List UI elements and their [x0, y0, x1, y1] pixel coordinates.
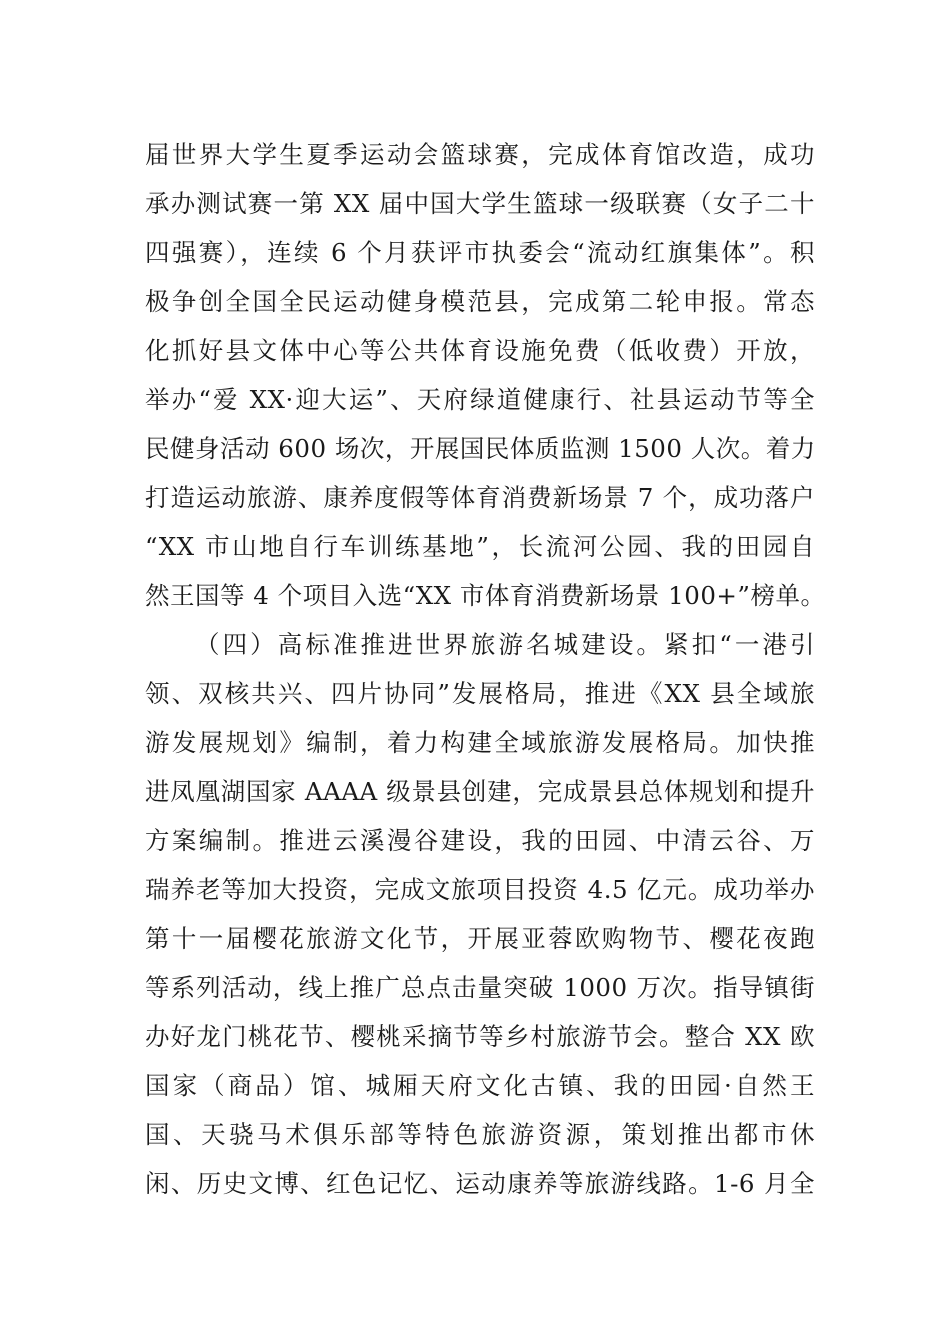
- text-line: 游发展规划》编制，着力构建全域旅游发展格局。加快推: [145, 728, 815, 757]
- text-line: 领、双核共兴、四片协同”发展格局，推进《XX 县全域旅: [145, 679, 815, 708]
- body-text: [145, 130, 826, 1208]
- text-line: 极争创全国全民运动健身模范县，完成第二轮申报。常态: [145, 287, 815, 316]
- text-line: 化抓好县文体中心等公共体育设施免费（低收费）开放，: [145, 336, 815, 365]
- text-line: 进凤凰湖国家 AAAA 级景县创建，完成景县总体规划和提升: [145, 777, 815, 806]
- text-line: 国家（商品）馆、城厢天府文化古镇、我的田园·自然王: [145, 1071, 815, 1100]
- text-line: 届世界大学生夏季运动会篮球赛，完成体育馆改造，成功: [145, 140, 815, 169]
- text-line: 闲、历史文博、红色记忆、运动康养等旅游线路。1-6 月全: [145, 1169, 815, 1198]
- text-line: 第十一届樱花旅游文化节，开展亚蓉欧购物节、樱花夜跑: [145, 924, 815, 953]
- text-line: “XX 市山地自行车训练基地”，长流河公园、我的田园自: [145, 532, 815, 561]
- text-line: 国、天骁马术俱乐部等特色旅游资源，策划推出都市休: [145, 1120, 815, 1149]
- section-heading-line: （四）高标准推进世界旅游名城建设。紧扣“一港引: [195, 630, 815, 659]
- text-line: 打造运动旅游、康养度假等体育消费新场景 7 个，成功落户: [145, 483, 815, 512]
- text-line: 民健身活动 600 场次，开展国民体质监测 1500 人次。着力: [145, 434, 816, 463]
- text-line: 然王国等 4 个项目入选“XX 市体育消费新场景 100+”榜单。: [145, 581, 826, 610]
- text-line: 等系列活动，线上推广总点击量突破 1000 万次。指导镇街: [145, 973, 815, 1002]
- text-line: 办好龙门桃花节、樱桃采摘节等乡村旅游节会。整合 XX 欧: [145, 1022, 815, 1051]
- text-line: 举办“爱 XX·迎大运”、天府绿道健康行、社县运动节等全: [145, 385, 815, 414]
- text-line: 方案编制。推进云溪漫谷建设，我的田园、中清云谷、万: [145, 826, 815, 855]
- text-line: 四强赛），连续 6 个月获评市执委会“流动红旗集体”。积: [145, 238, 815, 267]
- text-line: 承办测试赛一第 XX 届中国大学生篮球一级联赛（女子二十: [145, 189, 815, 218]
- text-line: 瑞养老等加大投资，完成文旅项目投资 4.5 亿元。成功举办: [145, 875, 815, 904]
